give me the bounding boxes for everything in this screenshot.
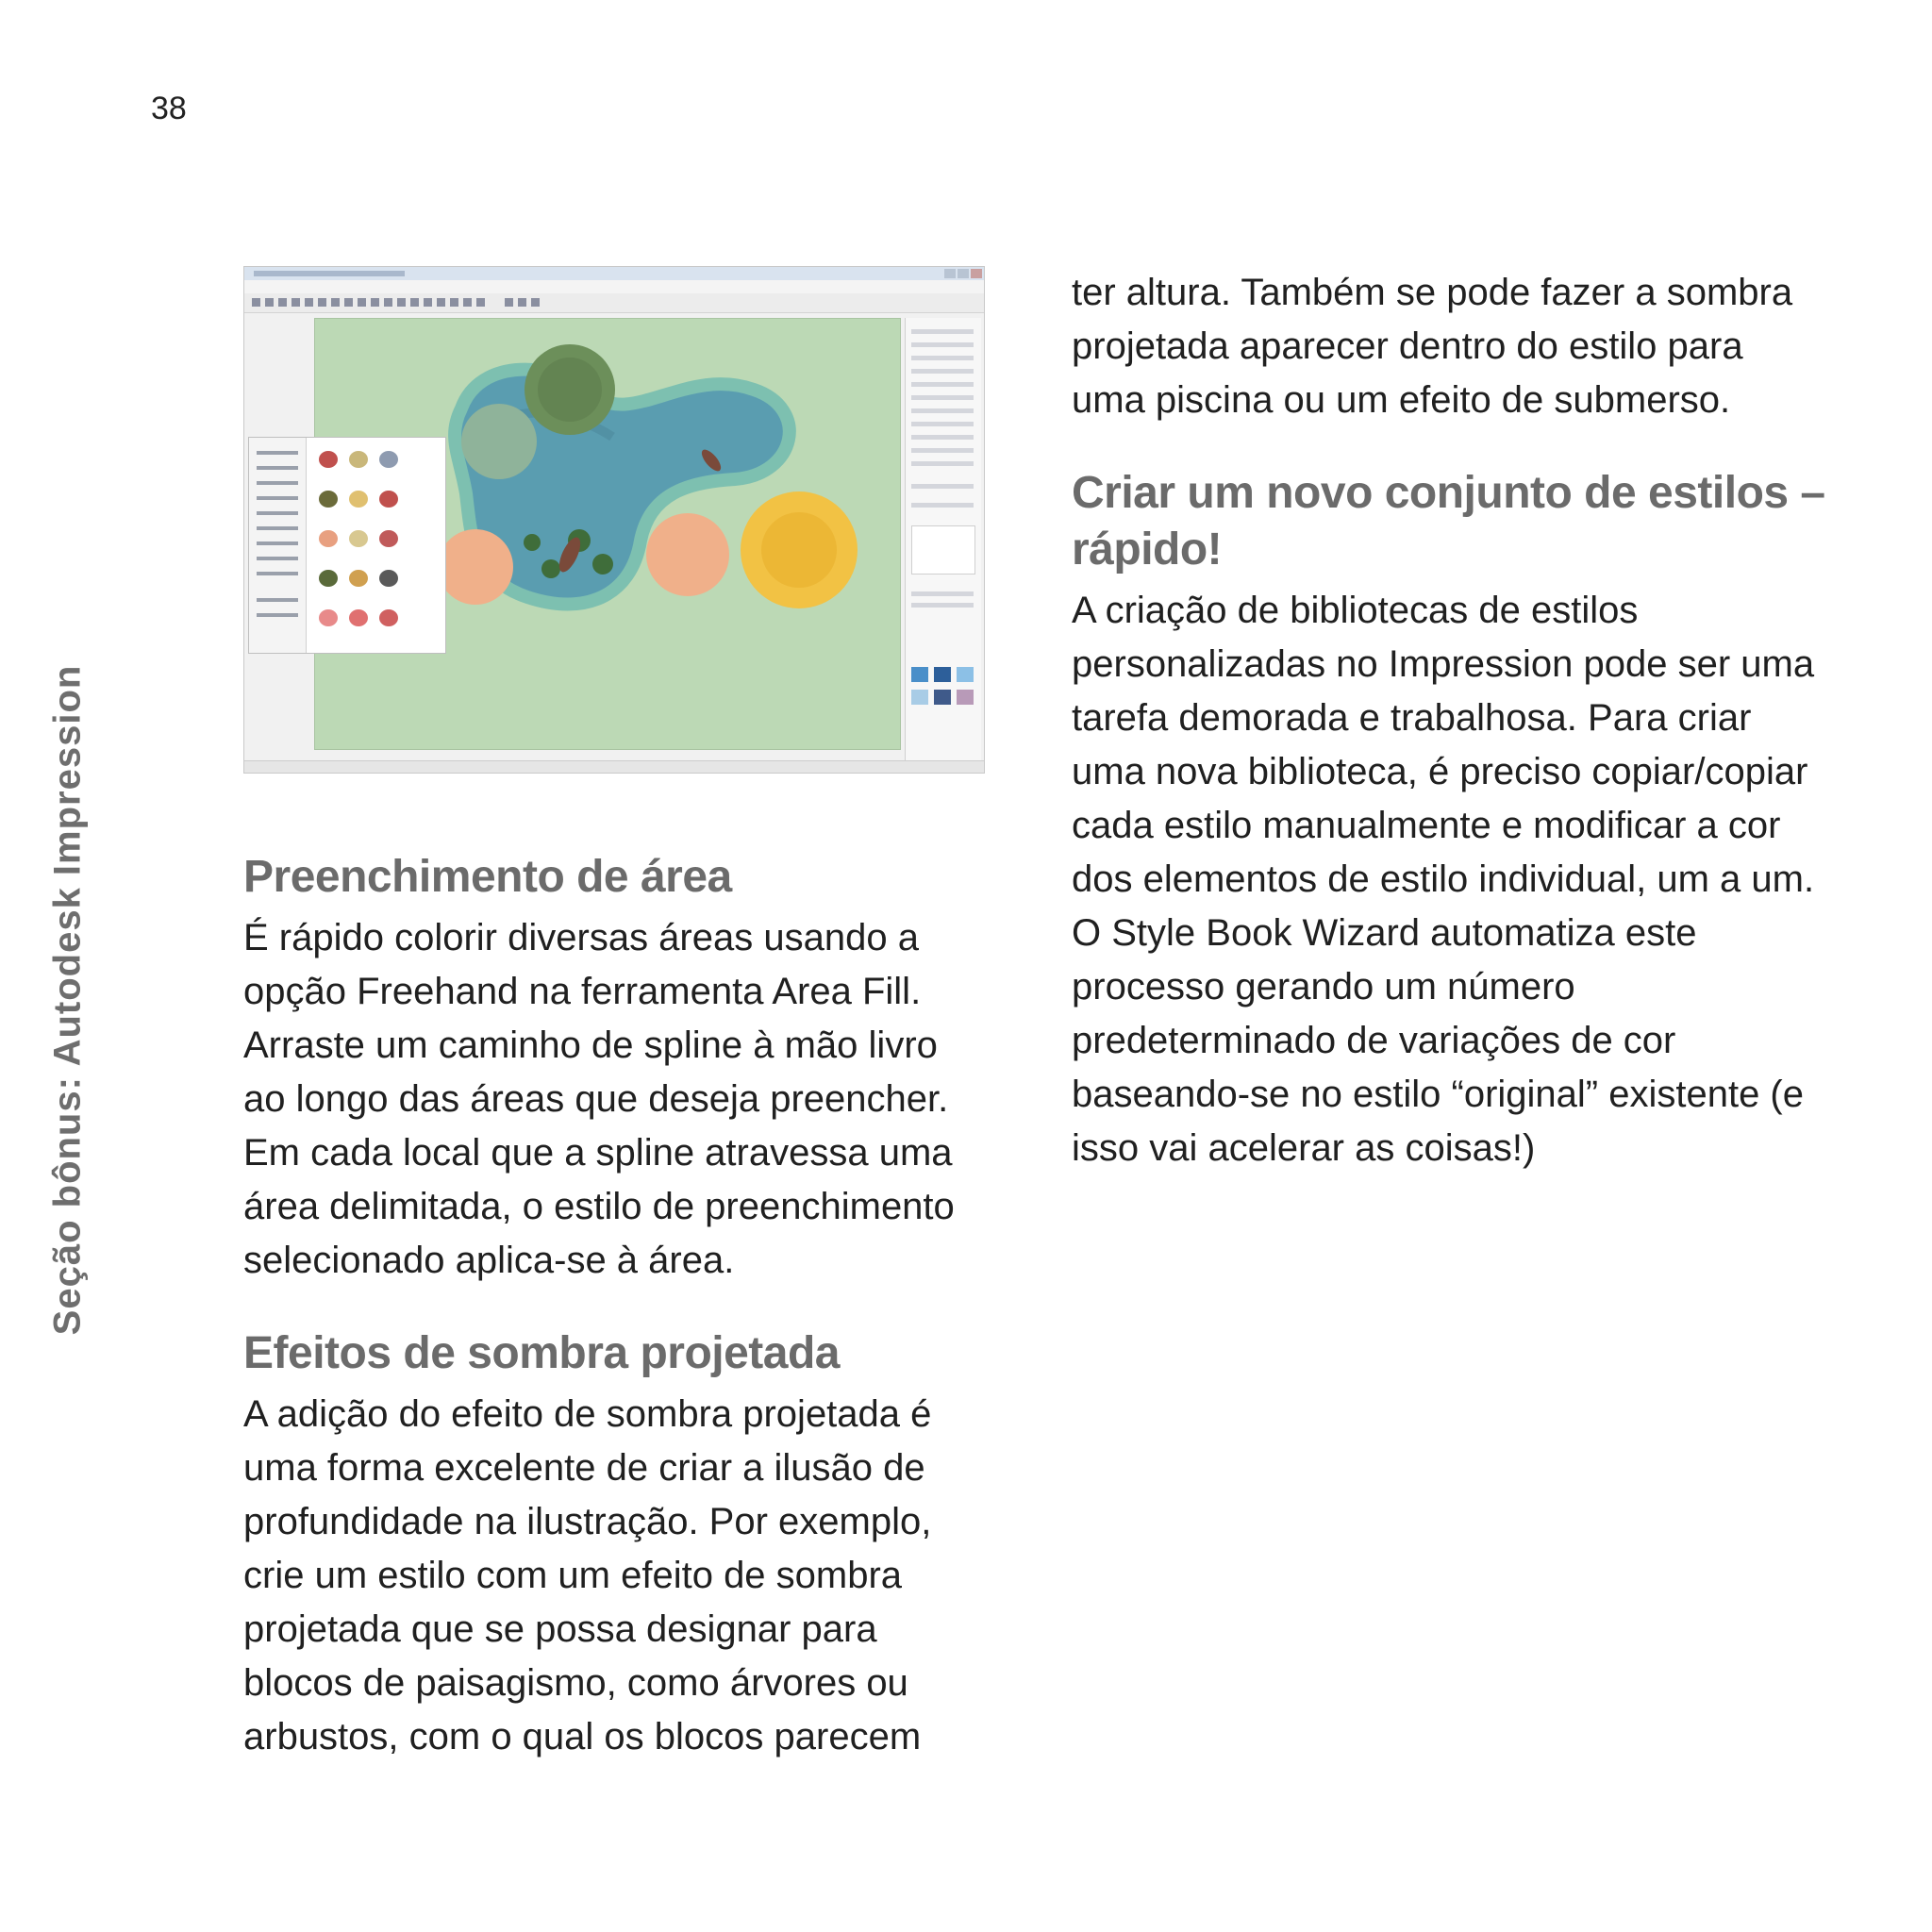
- list-item: [257, 451, 298, 455]
- property-row: [911, 603, 974, 608]
- list-item: [257, 511, 298, 515]
- symbol-icon: [379, 570, 398, 587]
- status-bar: [244, 760, 984, 773]
- property-row: [911, 369, 974, 374]
- list-item: [257, 496, 298, 500]
- property-row: [911, 435, 974, 440]
- property-row: [911, 591, 974, 596]
- list-item: [257, 466, 298, 470]
- list-item: [257, 541, 298, 545]
- symbol-icon: [349, 530, 368, 547]
- property-row: [911, 408, 974, 413]
- list-item: [257, 613, 298, 617]
- tree-peach: [438, 529, 513, 605]
- heading-drop-shadow: Efeitos de sombra projetada: [243, 1328, 840, 1378]
- tree-peach: [646, 513, 729, 596]
- symbol-icon: [379, 609, 398, 626]
- style-swatch: [911, 690, 928, 705]
- right-column: [1072, 266, 1826, 1213]
- symbol-icon: [349, 570, 368, 587]
- property-row: [911, 329, 974, 334]
- symbol-icon: [319, 491, 338, 508]
- preview-box: [911, 525, 975, 575]
- paragraph-area-fill: É rápido colorir diversas áreas usando a opção Freehand na ferramenta Area Fill. Arraste um caminho de spline à mão livro ao longo das áreas que deseja preencher. Em cada local que a spline atravessa uma área delimitada, o estilo de preenchimento selecionado aplica-se à área.: [243, 917, 955, 1281]
- style-swatch: [957, 690, 974, 705]
- shrub-small: [592, 554, 613, 575]
- symbol-icon: [349, 491, 368, 508]
- library-category-list: [249, 438, 307, 653]
- property-row: [911, 382, 974, 387]
- property-row: [911, 503, 974, 508]
- property-row: [911, 461, 974, 466]
- property-row: [911, 342, 974, 347]
- shrub-teal: [461, 404, 537, 479]
- shrub-small: [541, 559, 560, 578]
- symbol-icon: [379, 451, 398, 468]
- symbol-icon: [319, 609, 338, 626]
- screenshot-figure: [243, 266, 985, 774]
- list-item: [257, 598, 298, 602]
- style-swatch: [957, 667, 974, 682]
- symbol-icon: [319, 451, 338, 468]
- symbol-icon: [379, 530, 398, 547]
- symbol-icon: [319, 570, 338, 587]
- symbol-icon: [319, 530, 338, 547]
- paragraph-drop-shadow: A adição do efeito de sombra projetada é uma forma excelente de criar a ilusão de profundidade na ilustração. Por exemplo, crie um estilo com um efeito de sombra projetada que se possa designar para blocos de paisagismo, como árvores ou arbustos, com o qual os blocos parecem: [243, 1393, 932, 1757]
- heading-new-style-set: Criar um novo conjunto de estilos – rápido!: [1072, 468, 1825, 575]
- paragraph-new-style-set: A criação de bibliotecas de estilos personalizadas no Impression pode ser uma tarefa demorada e trabalhosa. Para criar uma nova biblioteca, é preciso copiar/copiar cada estilo manualmente e modificar a cor dos elementos de estilo individual, um a um. O Style Book Wizard automatiza este processo gerando um número predeterminado de variações de cor baseando-se no estilo “original” existente (e isso vai acelerar as coisas!): [1072, 590, 1815, 1169]
- list-item: [257, 572, 298, 575]
- symbol-icon: [349, 451, 368, 468]
- paragraph-drop-shadow-continued: ter altura. Também se pode fazer a sombra projetada aparecer dentro do estilo para uma piscina ou um efeito de submerso.: [1072, 272, 1793, 421]
- page-number: 38: [151, 91, 187, 126]
- symbol-icon: [379, 491, 398, 508]
- list-item: [257, 481, 298, 485]
- list-item: [257, 557, 298, 560]
- list-item: [257, 526, 298, 530]
- property-row: [911, 422, 974, 426]
- symbol-icon: [349, 609, 368, 626]
- property-row: [911, 356, 974, 360]
- property-row: [911, 484, 974, 489]
- style-swatch: [934, 667, 951, 682]
- property-row: [911, 395, 974, 400]
- section-title-vertical: Seção bônus: Autodesk Impression: [46, 664, 89, 1336]
- properties-panel: [905, 318, 981, 761]
- property-row: [911, 448, 974, 453]
- style-swatch: [911, 667, 928, 682]
- shrub-small: [524, 534, 541, 551]
- symbol-library-panel: [248, 437, 446, 654]
- left-column: [243, 849, 989, 1802]
- style-swatch: [934, 690, 951, 705]
- heading-area-fill: Preenchimento de área: [243, 852, 732, 902]
